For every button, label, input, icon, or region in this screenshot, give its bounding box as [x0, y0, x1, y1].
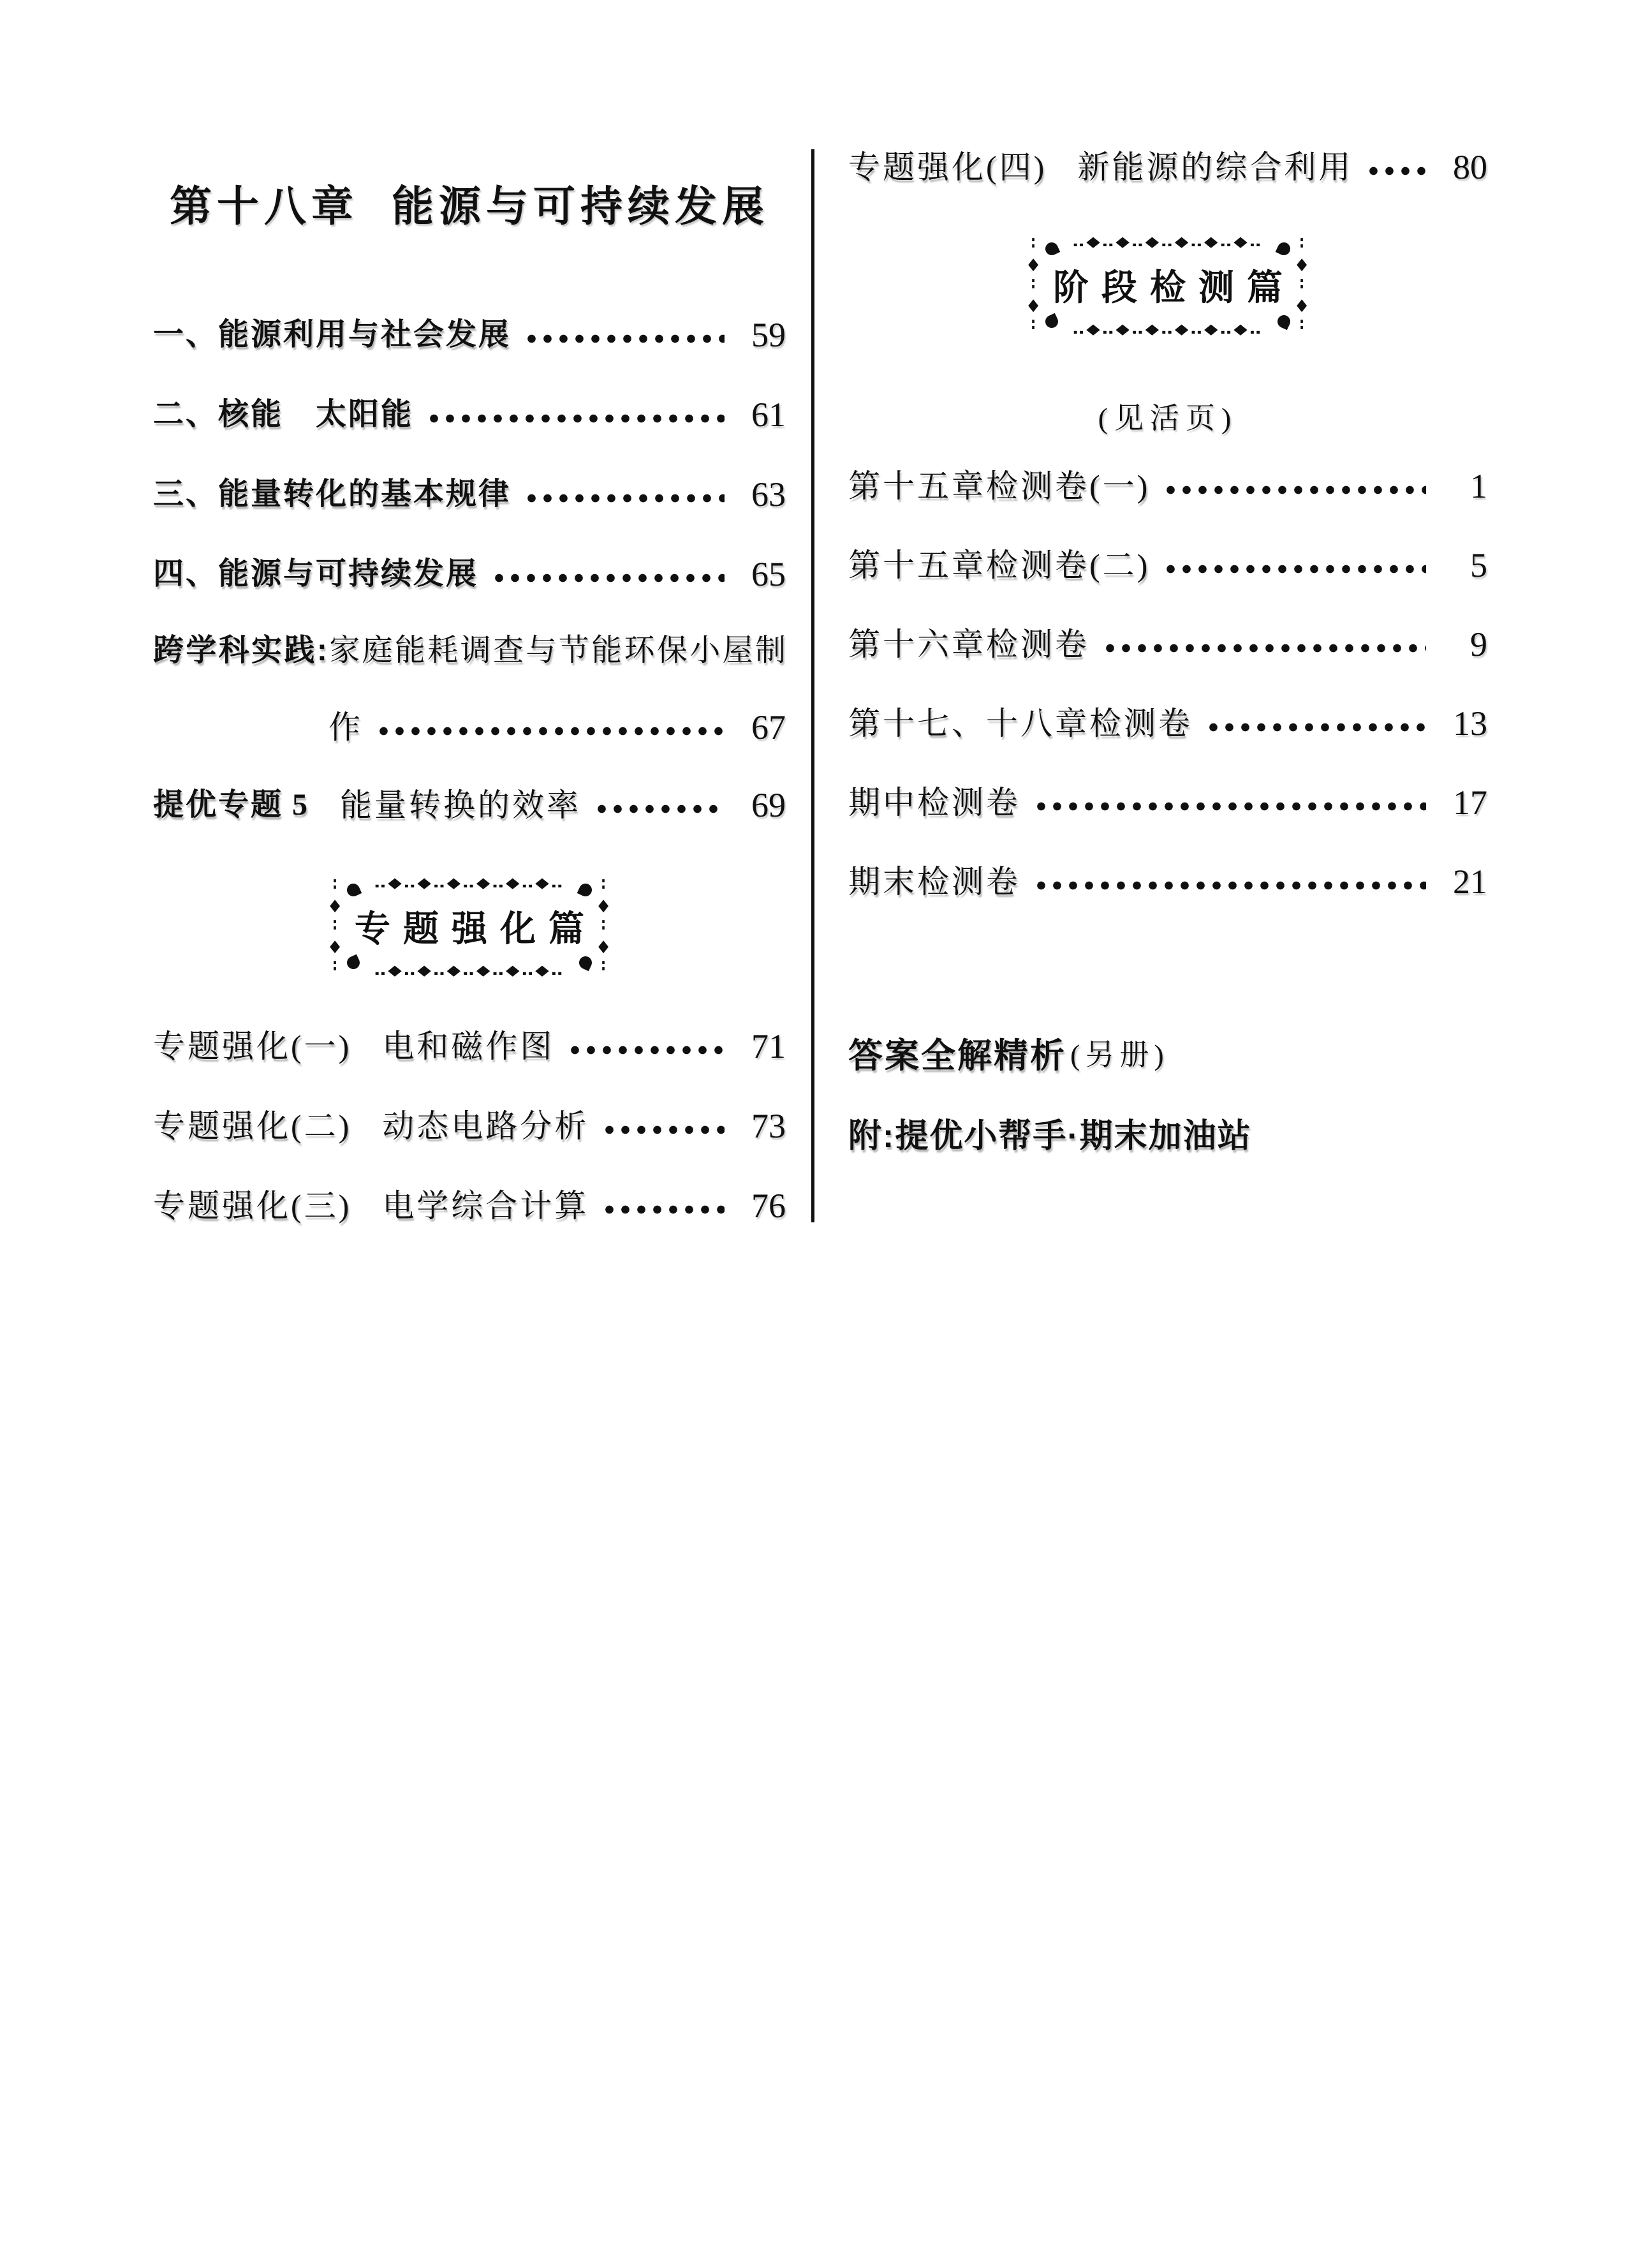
dot-leader [594, 804, 725, 814]
toc-entry-page: 17 [1453, 783, 1487, 822]
toc-entry-label: 二、核能 太阳能 [153, 397, 414, 431]
toc-entry-page: 80 [1453, 148, 1487, 186]
cross-subject-title-wrap: 作 [328, 709, 363, 745]
banner-border-ornament-right [1294, 234, 1310, 336]
banner-border-ornament-top [1073, 233, 1263, 249]
banner-corner-ornament [1043, 241, 1061, 258]
toc-entry-cross-subject-line1 [153, 624, 786, 678]
toc-entry-test [848, 697, 1487, 750]
toc-entry-topic [153, 1179, 786, 1233]
toc-entry-page: 65 [751, 555, 786, 593]
topic-title: 电学综合计算 [382, 1188, 589, 1224]
toc-entry-test [848, 776, 1487, 829]
topic-title: 动态电路分析 [382, 1108, 589, 1144]
toc-entry [153, 547, 786, 601]
right-column [848, 0, 1487, 1340]
topic-label: 专题强化(二) [153, 1108, 352, 1144]
dot-leader [1163, 485, 1426, 495]
dot-leader [491, 573, 725, 583]
toc-entry-topic [153, 1019, 786, 1073]
lift-topic-title: 能量转换的效率 [340, 787, 582, 823]
banner-border-ornament-bottom [1073, 320, 1263, 337]
toc-entry-page: 5 [1470, 546, 1487, 584]
banner-corner-ornament [345, 882, 362, 899]
test-label: 期末检测卷 [848, 864, 1020, 900]
topic-label: 专题强化(一) [153, 1028, 352, 1064]
dot-leader [1366, 166, 1426, 176]
test-label: 期中检测卷 [848, 785, 1020, 820]
toc-entry-page: 9 [1470, 625, 1487, 663]
dot-leader [376, 726, 725, 736]
test-label: 第十七、十八章检测卷 [848, 706, 1193, 741]
test-label: 第十五章检测卷(一) [848, 468, 1151, 504]
banner-corner-ornament [1276, 241, 1293, 258]
banner-border-ornament-right [596, 875, 612, 977]
banner-border-ornament-left [1026, 234, 1042, 336]
toc-entry-page: 21 [1453, 863, 1487, 901]
toc-entry-topic [848, 140, 1487, 194]
toc-entry-label: 一、能源利用与社会发展 [153, 318, 512, 352]
cross-subject-prefix: 跨学科实践: [153, 634, 327, 667]
left-column [153, 0, 786, 1340]
cross-subject-title: 家庭能耗调查与节能环保小屋制 [327, 634, 786, 667]
answers-suffix: (另册) [1070, 1039, 1169, 1071]
dot-leader [601, 1125, 725, 1135]
toc-entry-test [848, 855, 1487, 908]
dot-leader [1163, 564, 1426, 574]
chapter-name: 能源与可持续发展 [392, 184, 769, 230]
section-banner-title: 专题强化篇 [355, 908, 597, 949]
toc-entry [153, 388, 786, 441]
dot-leader [426, 413, 725, 424]
banner-corner-ornament [1043, 313, 1061, 330]
topic-title: 新能源的综合利用 [1077, 149, 1353, 185]
toc-entry-cross-subject-line2 [153, 700, 786, 754]
section-banner-title: 阶段检测篇 [1053, 267, 1295, 308]
toc-entry [153, 308, 786, 362]
test-label: 第十五章检测卷(二) [848, 547, 1151, 583]
dot-leader [1102, 643, 1426, 653]
toc-entry-label: 四、能源与可持续发展 [153, 557, 479, 591]
toc-entry-page: 73 [751, 1107, 786, 1145]
toc-entry-test [848, 538, 1487, 592]
toc-entry-test [848, 618, 1487, 671]
test-label: 第十六章检测卷 [848, 626, 1089, 662]
section-banner-topics [341, 882, 598, 970]
toc-entry-label: 三、能量转化的基本规律 [153, 477, 512, 511]
toc-entry-lift-topic [153, 778, 786, 832]
chapter-title [153, 182, 786, 232]
banner-corner-ornament [1276, 313, 1293, 330]
appendix-line: 附:提优小帮手·期末加油站 [848, 1117, 1252, 1155]
toc-entry-page: 1 [1470, 467, 1487, 505]
banner-corner-ornament [577, 954, 594, 972]
dot-leader [524, 334, 725, 344]
column-divider [811, 149, 814, 1222]
toc-entry-page: 76 [751, 1187, 786, 1225]
dot-leader [601, 1204, 725, 1215]
dot-leader [1033, 801, 1426, 812]
toc-entry-page: 59 [751, 316, 786, 354]
toc-entry-page: 67 [751, 708, 786, 746]
lift-topic-prefix: 提优专题 [153, 788, 284, 822]
toc-entry-page: 71 [751, 1027, 786, 1065]
toc-entry-page: 63 [751, 475, 786, 514]
toc-entry-page: 61 [751, 396, 786, 434]
section-banner-stage-tests [1039, 241, 1297, 329]
lift-topic-number: 5 [292, 788, 310, 822]
loose-leaf-note: (见活页) [1098, 402, 1238, 434]
banner-border-ornament-top [374, 874, 565, 891]
toc-entry-test [848, 459, 1487, 513]
toc-entry-topic [153, 1099, 786, 1153]
toc-entry-page: 69 [751, 786, 786, 824]
answers-line [848, 1026, 1487, 1079]
banner-corner-ornament [345, 954, 362, 972]
topic-label: 专题强化(四) [848, 149, 1047, 185]
toc-entry [153, 468, 786, 521]
banner-corner-ornament [577, 882, 594, 899]
dot-leader [1205, 722, 1426, 732]
banner-border-ornament-bottom [374, 961, 565, 978]
chapter-number: 第十八章 [170, 184, 358, 230]
banner-border-ornament-left [327, 875, 343, 977]
dot-leader [524, 493, 725, 503]
toc-entry-page: 13 [1453, 704, 1487, 743]
topic-title: 电和磁作图 [382, 1028, 555, 1064]
dot-leader [567, 1045, 725, 1055]
dot-leader [1033, 880, 1426, 891]
topic-label: 专题强化(三) [153, 1188, 352, 1224]
answers-title: 答案全解精析 [848, 1036, 1066, 1075]
